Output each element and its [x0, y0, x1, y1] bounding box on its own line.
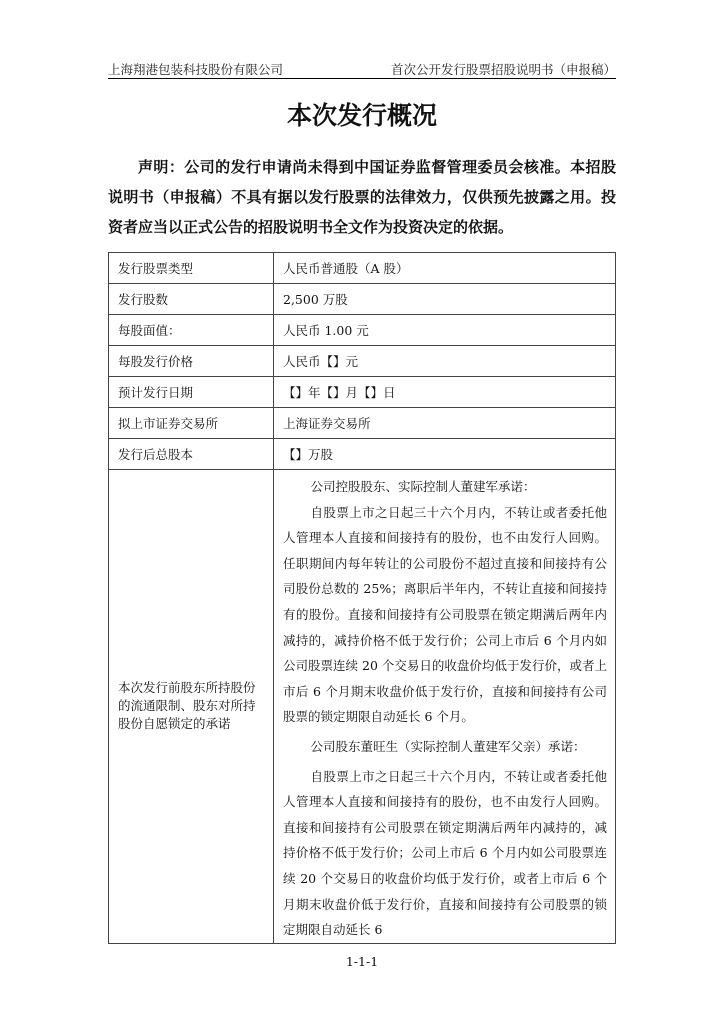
- table-row: [109, 439, 616, 470]
- table-row: [109, 408, 616, 439]
- header-doc-title: 首次公开发行股票招股说明书（申报稿）: [390, 62, 616, 77]
- row-value: 人民币普通股（A 股）: [274, 253, 616, 284]
- commitment-heading: 公司控股股东、实际控制人董建军承诺：: [310, 479, 536, 494]
- row-value: 上海证券交易所: [274, 408, 616, 439]
- row-value: 【】万股: [274, 439, 616, 470]
- header-company: 上海翔港包装科技股份有限公司: [108, 62, 284, 77]
- commitment-row: [109, 470, 616, 944]
- page-title: 本次发行概况: [286, 101, 437, 130]
- row-value: 【】年【】月【】日: [274, 377, 616, 408]
- table-row: [109, 284, 616, 315]
- row-key: 发行后总股本: [109, 439, 274, 470]
- offering-info-table: [108, 252, 616, 944]
- page-number: 1-1-1: [345, 954, 379, 969]
- row-value: 人民币 1.00 元: [274, 315, 616, 346]
- commitment-paragraph: 自股票上市之日起三十六个月内，不转让或者委托他人管理本人直接和间接持有的股份，也不由发行人回购。直接和间接持有公司股票在锁定期满后两年内减持的，减持价格不低于发行价；公司上市后 6 个月内如公司股票连续 20 个交易日的收盘价均低于发行价，或者上市后 6 个月期末收盘价低于发行价，直接和间接持有公司股票的锁定期限自动延长 6: [283, 768, 607, 938]
- commitment-paragraph: 自股票上市之日起三十六个月内，不转让或者委托他人管理本人直接和间接持有的股份，也不由发行人回购。任职期间内每年转让的公司股份不超过直接和间接持有公司股份总数的 25%；离职后半年内，不转让直接和间接持有的股份。直接和间接持有公司股票在锁定期满后两年内减持的，减持价格不低于发行价；公司上市后 6 个月内如公司股票连续 20 个交易日的收盘价均低于发行价，或者上市后 6 个月期末收盘价低于发行价，直接和间接持有公司股票的锁定期限自动延长 6 个月。: [283, 504, 607, 725]
- commitment-value: [274, 470, 616, 944]
- commitment-key: 本次发行前股东所持股份的流通限制、股东对所持股份自愿锁定的承诺: [109, 470, 274, 944]
- row-key: 预计发行日期: [109, 377, 274, 408]
- page-header: [108, 58, 616, 79]
- commitment-heading: 公司股东董旺生（实际控制人董建军父亲）承诺：: [310, 738, 586, 754]
- row-value: 人民币【】元: [274, 346, 616, 377]
- row-key: 每股面值：: [109, 315, 274, 346]
- table-row: [109, 315, 616, 346]
- table-row: [109, 346, 616, 377]
- row-value: 2,500 万股: [274, 284, 616, 315]
- row-key: 发行股数: [109, 284, 274, 315]
- table-row: [109, 253, 616, 284]
- table-row: [109, 377, 616, 408]
- row-key: 发行股票类型: [109, 253, 274, 284]
- statement-paragraph: 声明：公司的发行申请尚未得到中国证券监督管理委员会核准。本招股说明书（申报稿）不具有据以发行股票的法律效力，仅供预先披露之用。投资者应当以正式公告的招股说明书全文作为投资决定的依据。: [108, 158, 616, 236]
- row-key: 每股发行价格: [109, 346, 274, 377]
- row-key: 拟上市证券交易所: [109, 408, 274, 439]
